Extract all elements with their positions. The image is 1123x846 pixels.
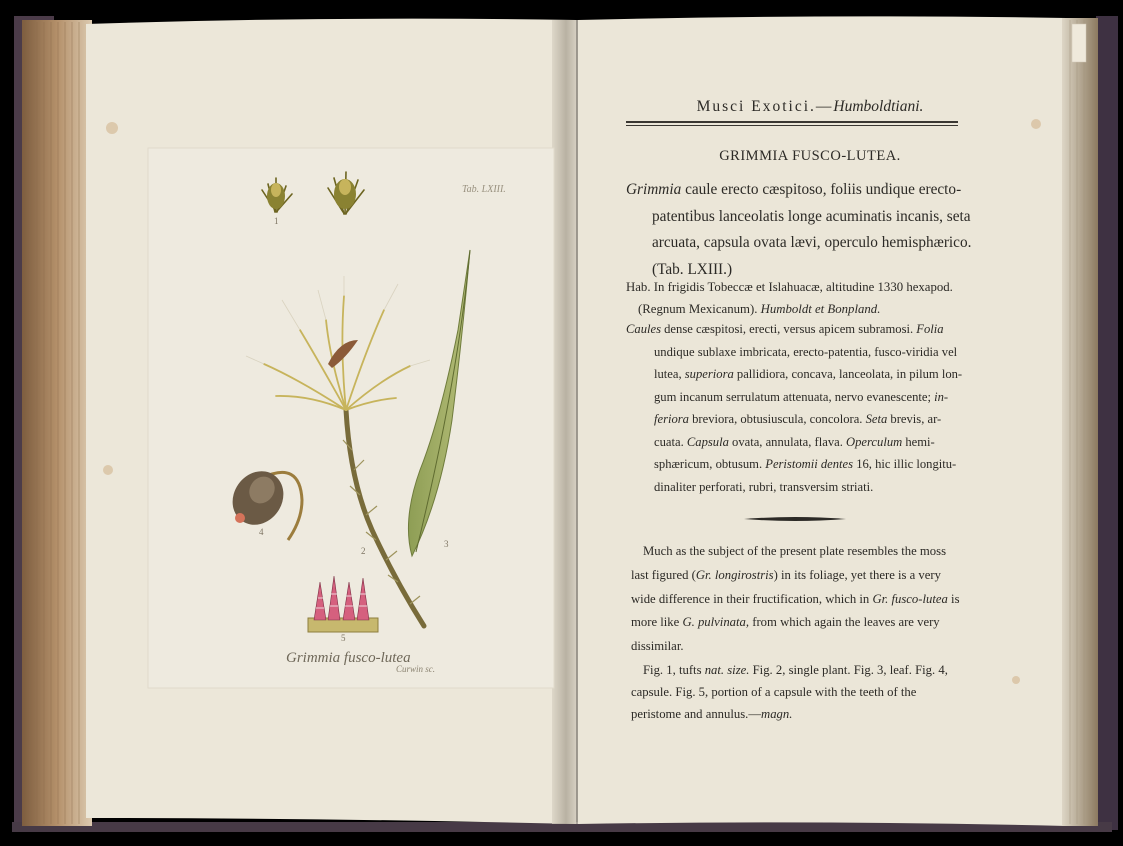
habitat bbox=[626, 277, 966, 320]
head-rule bbox=[626, 121, 958, 123]
diagnosis-line-3: arcuata, capsula ovata lævi, operculo hemisphærico. bbox=[652, 234, 972, 251]
description bbox=[626, 318, 966, 498]
commentary-paragraph bbox=[631, 540, 965, 659]
text-run: in- bbox=[934, 389, 949, 404]
fig-number-3: 3 bbox=[444, 539, 449, 549]
text-run: undique sublaxe imbricata, erecto-patentia, fusco-viridia vel bbox=[654, 344, 958, 359]
text-run: Fig. 1, tufts bbox=[643, 663, 705, 677]
ornament-rule bbox=[744, 516, 846, 521]
text-run: gum incanum serrulatum attenuata, nervo evanescente; bbox=[654, 389, 935, 404]
head-rule-thin bbox=[626, 125, 958, 126]
text-run: Gr. fusco-lutea bbox=[872, 591, 948, 606]
text-run: dinaliter perforati, rubri, transversim striati. bbox=[654, 479, 874, 494]
text-run: dense cæspitosi, erecti, versus apicem subramosi. bbox=[660, 322, 917, 336]
fig-number-2: 2 bbox=[361, 546, 366, 556]
text-run: superiora bbox=[684, 367, 734, 381]
fig-number-5: 5 bbox=[341, 633, 346, 643]
text-run: nat. size. bbox=[704, 663, 750, 677]
text-run: 16, hic illic longitu- bbox=[853, 457, 957, 471]
text-run: Caules bbox=[626, 322, 661, 336]
text-run: Fig. 2, single plant. Fig. 3, leaf. Fig. 4, capsule. Fig. 5, portion of a capsule with the teeth of the peristome and annulus.— bbox=[631, 663, 948, 721]
habitat-collectors: Humboldt et Bonpland. bbox=[760, 301, 881, 316]
description-line bbox=[626, 318, 966, 341]
text-run: pallidiora, concava, lanceolata, in pilum lon- bbox=[733, 367, 963, 381]
diagnosis-genus: Grimmia bbox=[626, 181, 682, 198]
text-run: magn. bbox=[761, 706, 793, 721]
text-run: is more like bbox=[631, 591, 960, 630]
text-run: breviora, obtusiuscula, concolora. bbox=[688, 412, 866, 426]
fig-number-4: 4 bbox=[259, 527, 264, 537]
text-run: G. pulvinata, bbox=[682, 615, 750, 630]
description-line bbox=[626, 453, 966, 476]
running-head-prefix: Musci Exotici.— bbox=[696, 98, 834, 115]
description-line bbox=[626, 476, 966, 499]
running-head bbox=[580, 98, 1040, 116]
species-title: GRIMMIA FUSCO-LUTEA. bbox=[719, 148, 901, 164]
description-line bbox=[626, 408, 966, 431]
diagnosis-line-2: patentibus lanceolatis longe acuminatis incanis, seta bbox=[652, 207, 971, 225]
text-run: Gr. longirostris bbox=[695, 567, 774, 582]
diagnosis bbox=[626, 177, 972, 283]
plate-caption: Grimmia fusco-lutea bbox=[286, 650, 411, 666]
description-line bbox=[626, 431, 966, 454]
description-line bbox=[626, 363, 966, 386]
text-run: Seta bbox=[865, 412, 888, 426]
habitat-line-1: Hab. In frigidis Tobeccæ et Islahuacæ, altitudine 1330 hexapod. bbox=[626, 280, 953, 294]
diagnosis-line-4: (Tab. LXIII.) bbox=[652, 260, 733, 278]
habitat-region: (Regnum Mexicanum). bbox=[638, 301, 761, 316]
engraver-credit: Curwin sc. bbox=[396, 664, 436, 674]
text-run: hemi- bbox=[902, 434, 935, 449]
text-run: ) in its foliage, yet there is a very wide difference in their fructification, which in bbox=[631, 567, 941, 606]
fig-number-1: 1 bbox=[274, 216, 279, 226]
text-run: cuata. bbox=[654, 434, 687, 449]
running-head-italic: Humboldtiani. bbox=[833, 98, 924, 115]
text-run: Operculum bbox=[846, 434, 903, 449]
text-run: lutea, bbox=[654, 367, 685, 381]
description-line bbox=[626, 386, 966, 409]
text-run: Capsula bbox=[686, 434, 729, 449]
text-run: Folia bbox=[916, 322, 944, 336]
figure-explanation bbox=[631, 660, 965, 725]
description-line bbox=[626, 341, 966, 364]
text-run: feriora bbox=[654, 412, 689, 426]
text-run: sphæricum, obtusum. bbox=[654, 457, 766, 471]
text-run: ovata, annulata, flava. bbox=[728, 434, 847, 449]
text-run: Peristomii dentes bbox=[765, 457, 854, 471]
text-run: Much as the subject of the present plate resembles the moss last figured ( bbox=[631, 544, 947, 582]
plate-number: Tab. LXIII. bbox=[462, 184, 506, 195]
habitat-line-2 bbox=[626, 299, 966, 321]
text-run: from which again the leaves are very dissimilar. bbox=[631, 615, 940, 654]
text-run: brevis, ar- bbox=[887, 412, 942, 426]
diagnosis-line-1: caule erecto cæspitoso, foliis undique erecto- bbox=[681, 181, 962, 198]
